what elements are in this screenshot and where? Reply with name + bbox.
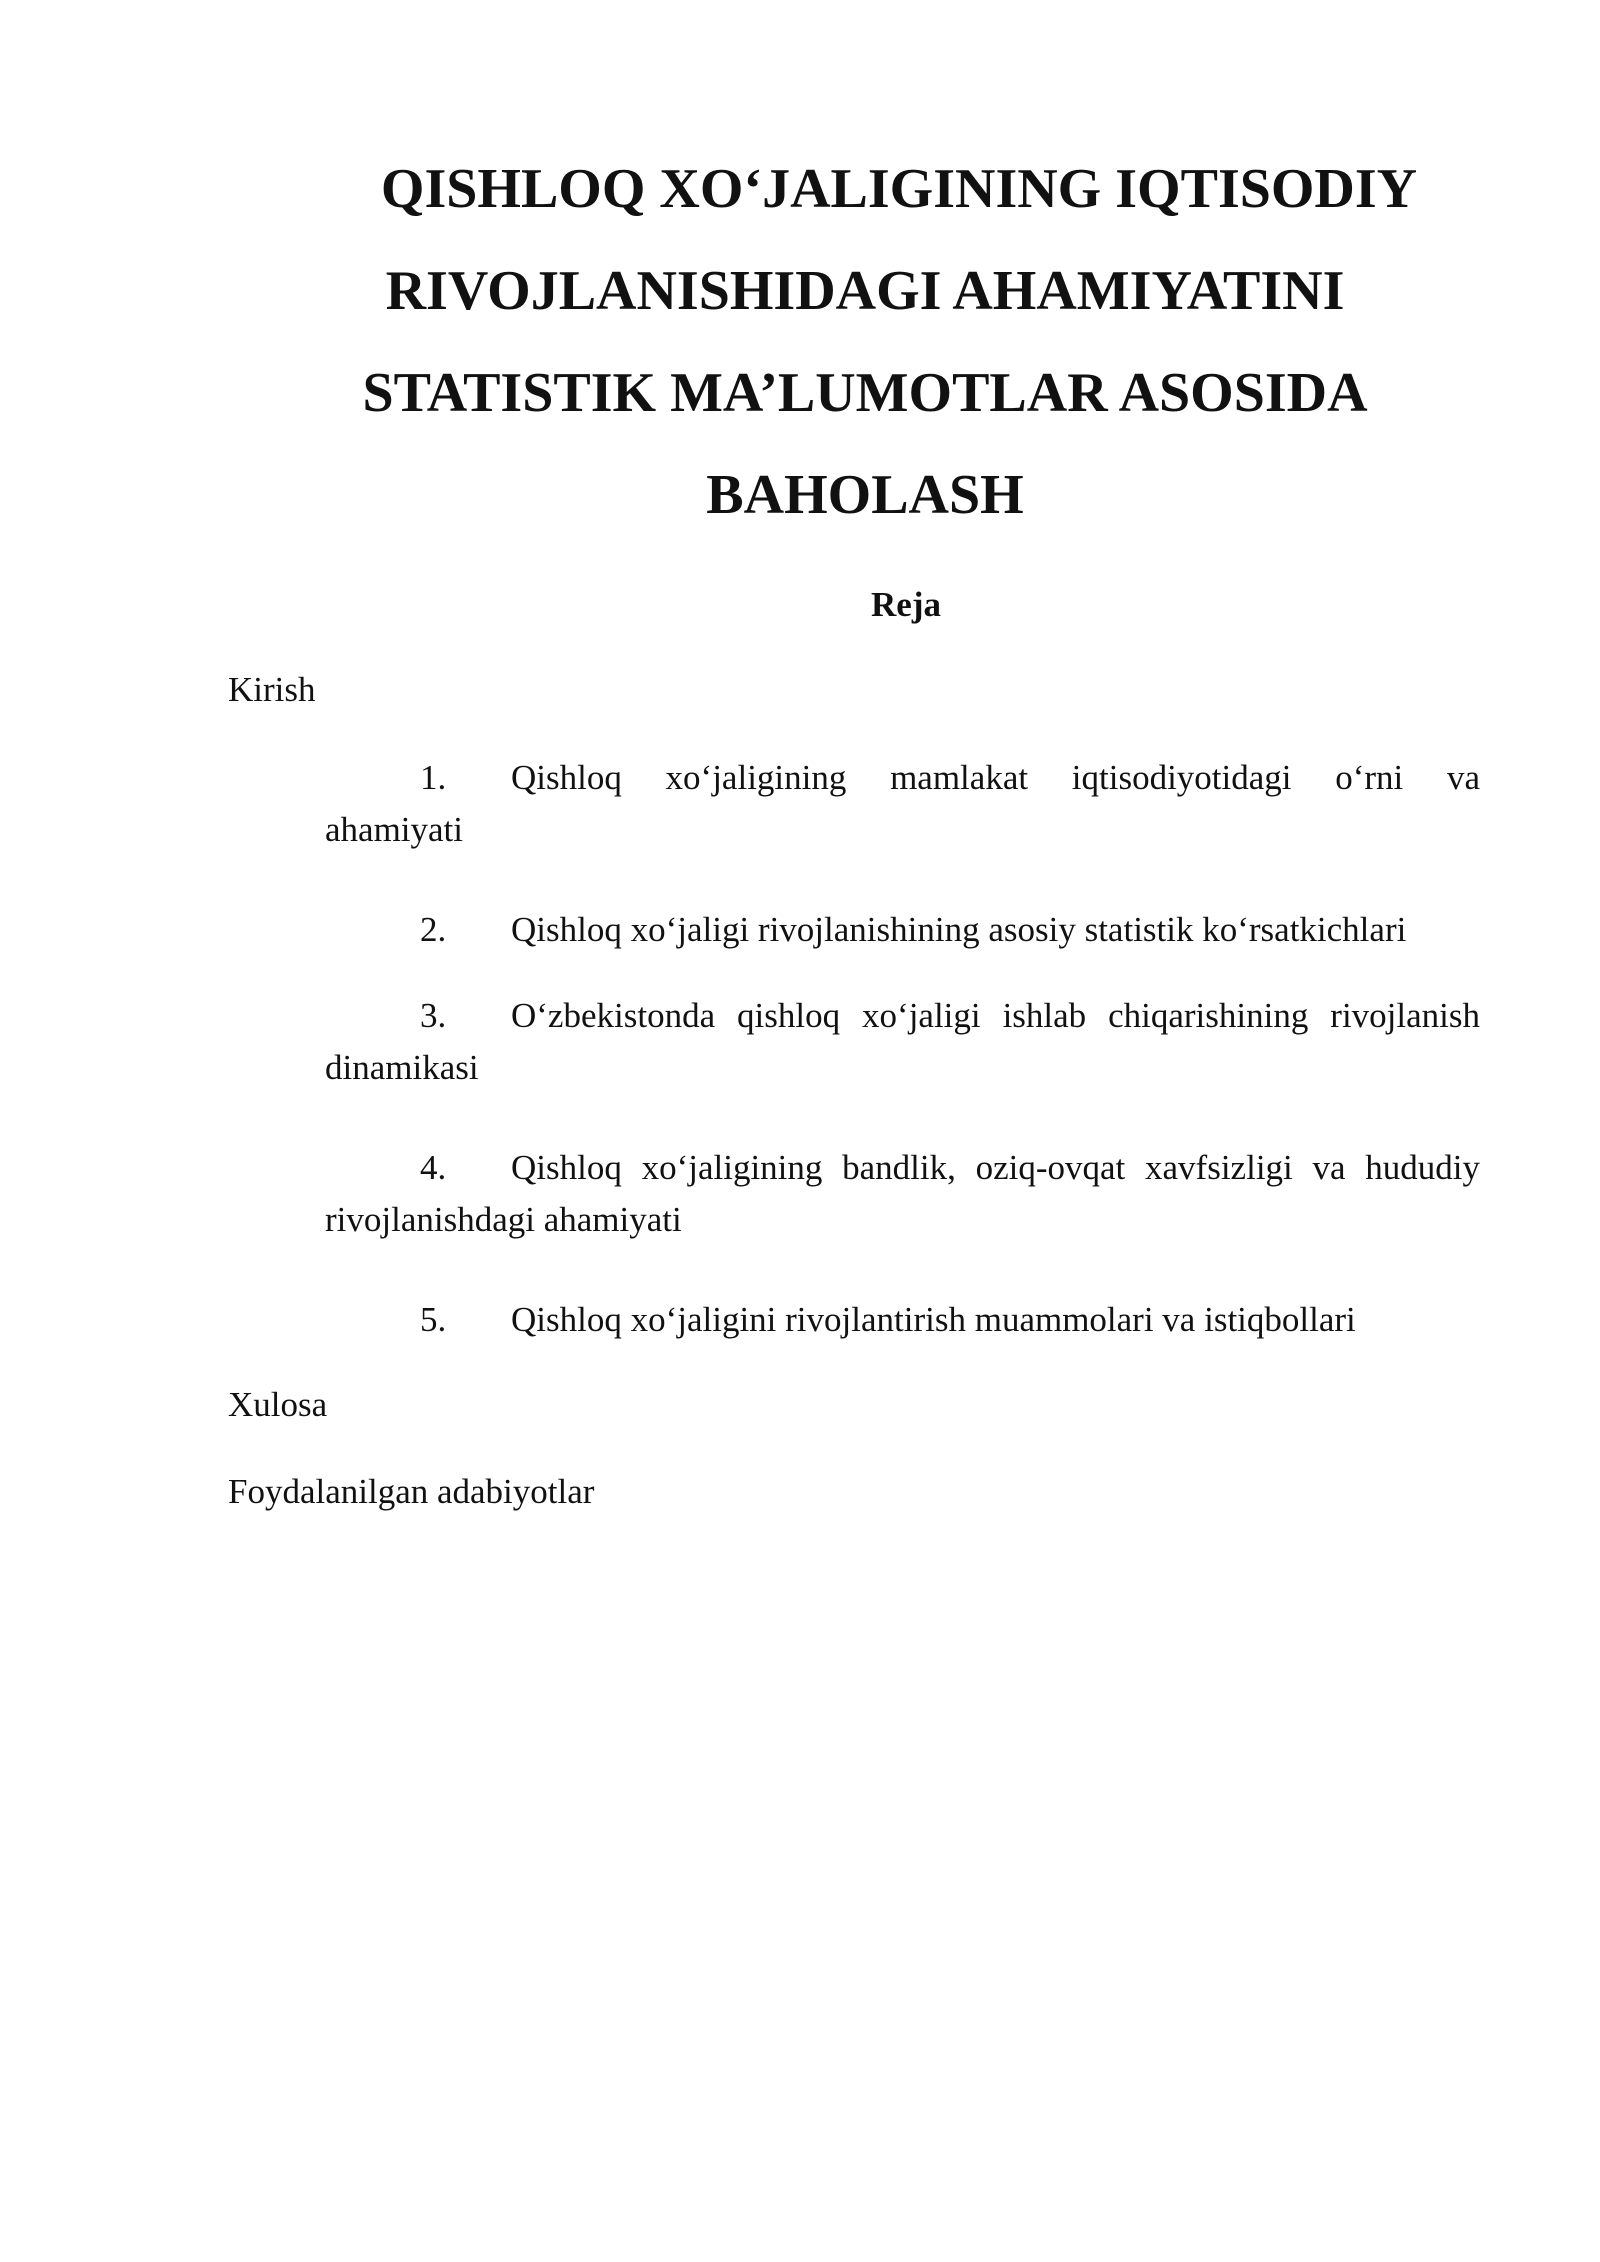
- intro-label: Kirish: [228, 670, 316, 709]
- plan-item-number: 1.: [420, 758, 447, 797]
- references-label: Foydalanilgan adabiyotlar: [228, 1472, 595, 1511]
- plan-item-text: Qishloq xo‘jaligining mamlakat iqtisodiyotidagi o‘rni va: [511, 758, 1480, 797]
- title-line-3: STATISTIK MA’LUMOTLAR ASOSIDA: [362, 362, 1368, 424]
- document-title: [310, 138, 1420, 546]
- plan-item-3: [325, 983, 1480, 1093]
- plan-item-2: [325, 897, 1480, 963]
- title-line-4: BAHOLASH: [706, 464, 1024, 526]
- plan-item-text: O‘zbekistonda qishloq xo‘jaligi ishlab chiqarishining rivojlanish: [511, 996, 1480, 1035]
- plan-item-text: Qishloq xo‘jaligining bandlik, oziq-ovqat xavfsizligi va hududiy: [511, 1148, 1480, 1187]
- plan-item-1: [325, 745, 1480, 855]
- plan-item-continuation: ahamiyati: [325, 810, 464, 849]
- plan-item-number: 3.: [420, 996, 447, 1035]
- plan-heading: Reja: [871, 585, 941, 624]
- plan-item-continuation: dinamikasi: [325, 1048, 479, 1087]
- plan-item-continuation: rivojlanishdagi ahamiyati: [325, 1200, 682, 1239]
- title-line-1: QISHLOQ XO‘JALIGINING IQTISODIY: [380, 158, 1418, 220]
- plan-item-4: [325, 1135, 1480, 1245]
- plan-item-text: Qishloq xo‘jaligini rivojlantirish muammolari va istiqbollari: [511, 1300, 1356, 1339]
- plan-item-5: [325, 1287, 1480, 1353]
- conclusion-label: Xulosa: [228, 1385, 328, 1424]
- title-line-2: RIVOJLANISHIDAGI AHAMIYATINI: [385, 260, 1345, 322]
- plan-item-number: 2.: [420, 910, 447, 949]
- plan-item-number: 5.: [420, 1300, 447, 1339]
- plan-item-text: Qishloq xo‘jaligi rivojlanishining asosiy statistik ko‘rsatkichlari: [511, 910, 1407, 949]
- plan-item-number: 4.: [420, 1148, 447, 1187]
